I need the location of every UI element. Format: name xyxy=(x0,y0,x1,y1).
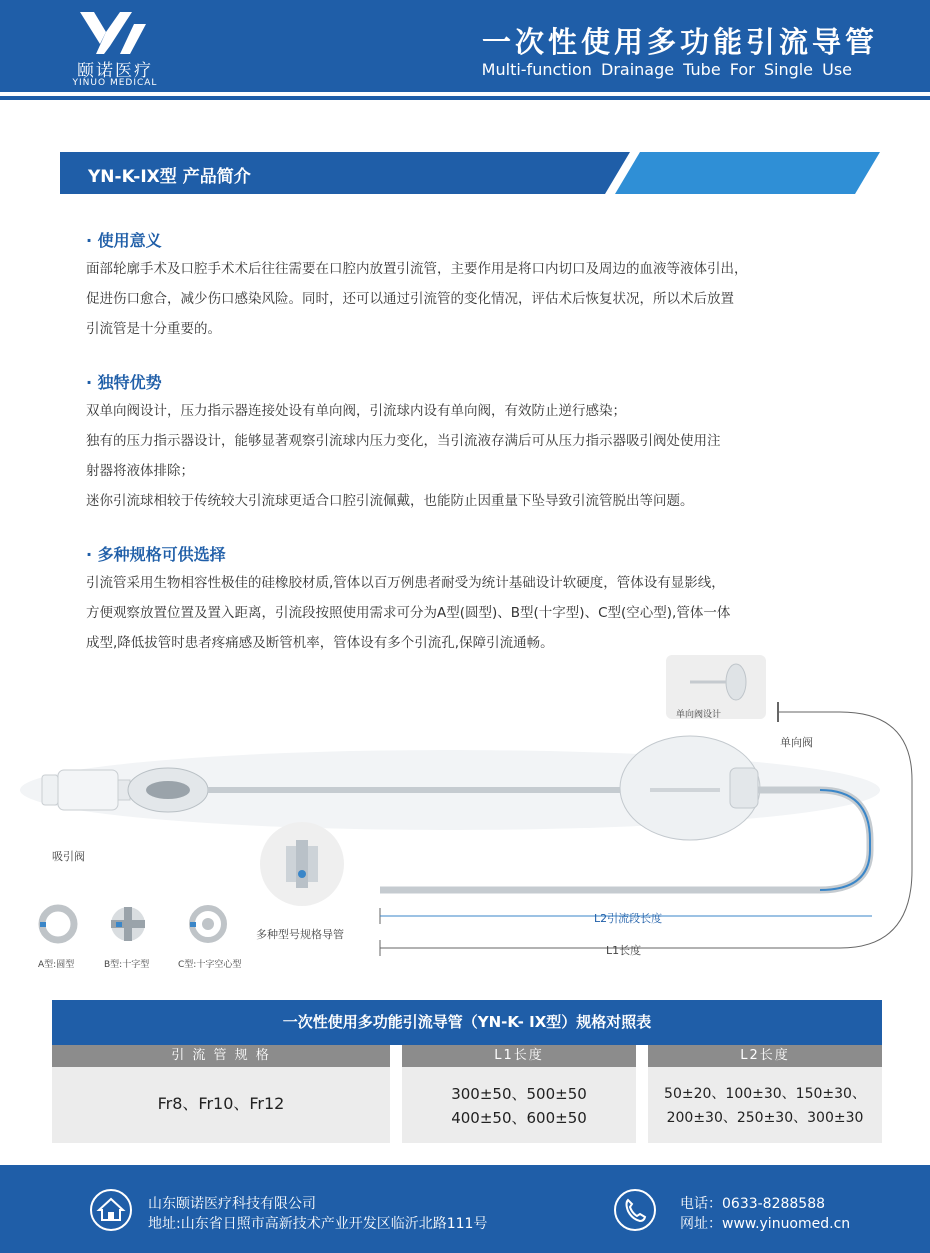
banner-title: YN-K-IX型 产品简介 xyxy=(88,167,251,187)
page-footer xyxy=(0,1165,930,1253)
text-line: 射器将液体排除； xyxy=(86,463,194,479)
section-text-advantages xyxy=(86,396,866,516)
header-divider-lower xyxy=(0,96,930,100)
l1-value-line: 300±50、500±50 xyxy=(451,1085,587,1103)
product-title-cn: 一次性使用多功能引流导管 xyxy=(481,25,878,59)
section-heading-significance: · 使用意义 xyxy=(86,231,162,250)
logo-chinese-name: 颐诺医疗 xyxy=(77,61,153,81)
table-cell-l1 xyxy=(402,1067,636,1143)
type-c-label: C型:十字空心型 xyxy=(178,960,242,970)
text-line: 面部轮廓手术及口腔手术术后往往需要在口腔内放置引流管，主要作用是将口内切口及周边的血液等液体引出， xyxy=(86,261,748,277)
table-header-l1: L1长度 xyxy=(402,1045,636,1067)
type-b-cross-section xyxy=(111,907,145,941)
website[interactable]: 网址：www.yinuomed.cn xyxy=(680,1216,851,1232)
type-a-label: A型:圆型 xyxy=(38,960,75,970)
text-line: 独有的压力指示器设计，能够显著观察引流球内压力变化，当引流液存满后可从压力指示器吸引阀处使用注 xyxy=(86,433,721,449)
section-heading-advantages: · 独特优势 xyxy=(86,373,162,392)
l1-length-label: L1长度 xyxy=(606,944,642,957)
multi-spec-label: 多种型号规格导管 xyxy=(256,928,344,941)
type-c-cross-section xyxy=(190,908,224,940)
table-header-spec: 引 流 管 规 格 xyxy=(52,1045,390,1067)
spec-value: Fr8、Fr10、Fr12 xyxy=(157,1094,285,1113)
phone-number: 电话：0633-8288588 xyxy=(680,1196,826,1212)
valve-design-label: 单向阀设计 xyxy=(676,710,722,720)
section-text-specs xyxy=(86,568,866,658)
home-icon xyxy=(90,1189,132,1231)
check-valve-label: 单向阀 xyxy=(780,736,813,749)
l2-value-line: 50±20、100±30、150±30、 xyxy=(664,1086,866,1102)
text-line: 引流管是十分重要的。 xyxy=(86,321,221,337)
text-line: 成型,降低拔管时患者疼痛感及断管机率，管体设有多个引流孔,保障引流通畅。 xyxy=(86,635,554,651)
table-header-l2: L2长度 xyxy=(648,1045,882,1067)
phone-icon xyxy=(614,1189,656,1231)
type-b-label: B型:十字型 xyxy=(104,960,150,970)
table-cell-l2 xyxy=(648,1067,882,1143)
suction-valve-label: 吸引阀 xyxy=(52,850,85,863)
l1-value-line: 400±50、600±50 xyxy=(451,1109,587,1127)
text-line: 迷你引流球相较于传统较大引流球更适合口腔引流佩戴，也能防止因重量下坠导致引流管脱出等问题。 xyxy=(86,493,694,509)
product-title-en: Multi-function Drainage Tube For Single Use xyxy=(481,60,852,79)
spec-table-title: 一次性使用多功能引流导管（YN-K- IX型）规格对照表 xyxy=(52,1000,882,1045)
logo-english-name: YINUO MEDICAL xyxy=(72,78,158,88)
yinuo-logo-icon xyxy=(76,10,148,56)
text-line: 方便观察放置位置及置入距离，引流段按照使用需求可分为A型(圆型)、B型(十字型)、C型(空心型),管体一体 xyxy=(86,605,731,621)
l2-value-line: 200±30、250±30、300±30 xyxy=(666,1110,864,1126)
section-text-significance xyxy=(86,254,866,344)
product-illustration xyxy=(0,650,930,980)
company-address: 地址:山东省日照市高新技术产业开发区临沂北路111号 xyxy=(148,1216,488,1232)
section-heading-specs: · 多种规格可供选择 xyxy=(86,545,226,564)
page-header xyxy=(0,0,930,100)
text-line: 双单向阀设计，压力指示器连接处设有单向阀，引流球内设有单向阀，有效防止逆行感染； xyxy=(86,403,626,419)
company-name: 山东颐诺医疗科技有限公司 xyxy=(148,1196,316,1212)
l2-length-label: L2引流段长度 xyxy=(594,912,663,925)
table-cell-spec xyxy=(52,1067,390,1143)
text-line: 引流管采用生物相容性极佳的硅橡胶材质,管体以百万例患者耐受为统计基础设计软硬度，管体设有显影线， xyxy=(86,575,725,591)
text-line: 促进伤口愈合，减少伤口感染风险。同时，还可以通过引流管的变化情况，评估术后恢复状况，所以术后放置 xyxy=(86,291,734,307)
